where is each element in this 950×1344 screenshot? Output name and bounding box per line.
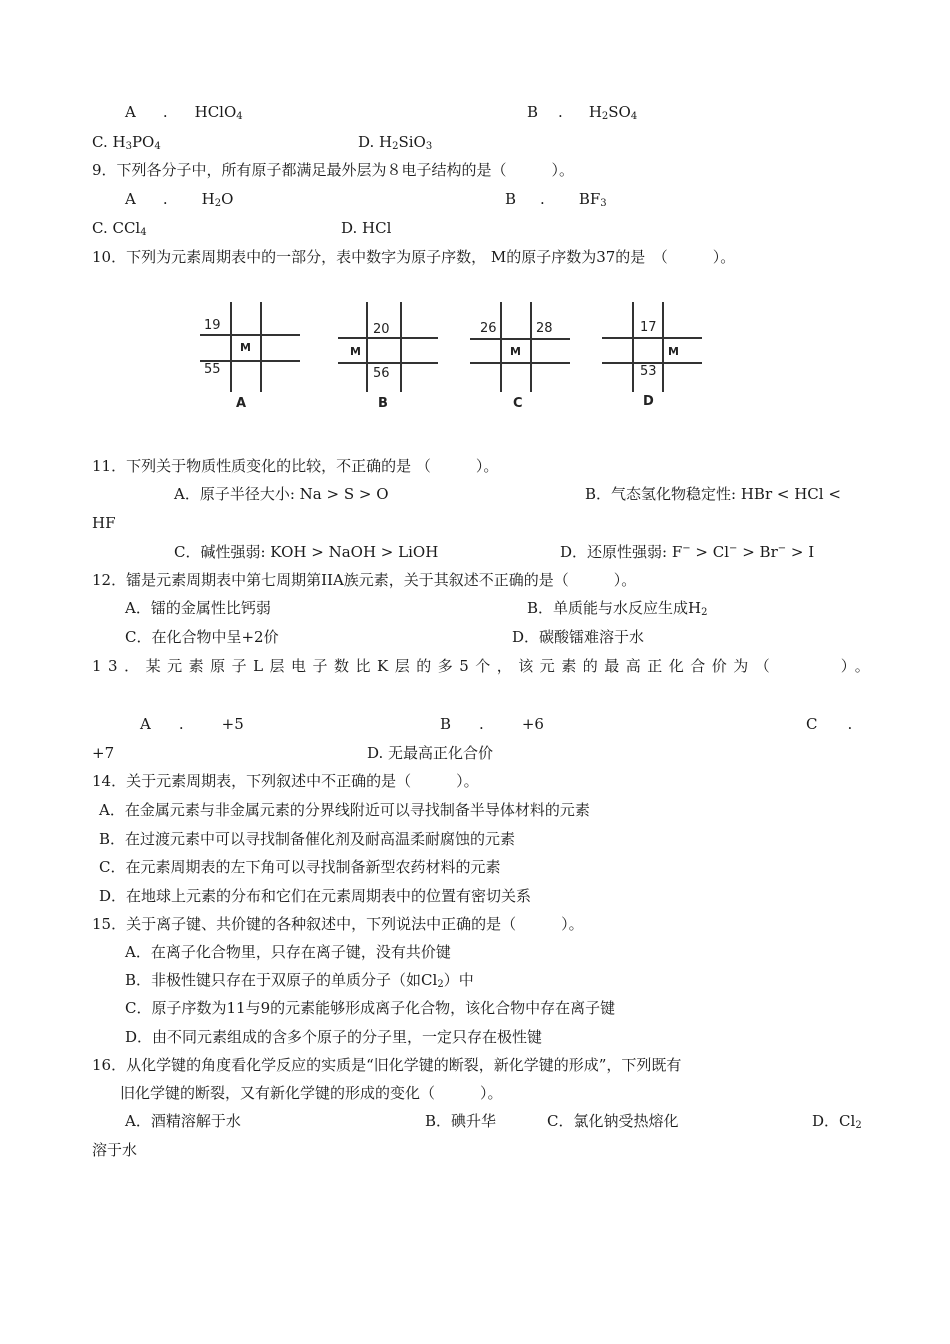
q14-option-d: D．在地球上元素的分布和它们在元素周期表中的位置有密切关系 bbox=[99, 887, 532, 905]
figure-number: 26 bbox=[480, 321, 497, 336]
q16-stem-line2: 旧化学键的断裂，又有新化学键的形成的变化（ ）。 bbox=[120, 1084, 503, 1102]
q13-option-a: A . +5 bbox=[140, 715, 244, 733]
q13-option-c-value: +7 bbox=[92, 744, 115, 762]
q16-option-b: B．碘升华 bbox=[425, 1112, 497, 1130]
q11-option-b: B．气态氢化物稳定性: HBr < HCl < bbox=[585, 485, 841, 503]
q15-option-d: D．由不同元素组成的含多个原子的分子里，一定只存在极性键 bbox=[125, 1028, 543, 1046]
q10-figure-d bbox=[602, 302, 702, 392]
q11-option-a: A．原子半径大小: Na > S > O bbox=[174, 485, 389, 503]
q8-option-b: B . $H_2SO_4$ bbox=[527, 103, 638, 122]
q13-option-b: B . +6 bbox=[440, 715, 544, 733]
q10-stem: 10．下列为元素周期表中的一部分，表中数字为原子序数， M的原子序数为37的是 （ ）。 bbox=[92, 248, 736, 266]
q9-stem: 9．下列各分子中，所有原子都满足最外层为８电子结构的是（ ）。 bbox=[92, 161, 575, 179]
q9-option-d: D. HCl bbox=[341, 219, 392, 237]
figure-number: 53 bbox=[640, 364, 657, 379]
figure-m-label: M bbox=[668, 345, 679, 358]
q15-option-a: A．在离子化合物里，只存在离子键，没有共价键 bbox=[125, 943, 451, 961]
q14-option-c: C．在元素周期表的左下角可以寻找制备新型农药材料的元素 bbox=[99, 858, 501, 876]
q11-option-b-continued: HF bbox=[92, 514, 116, 532]
q15-option-b: B．非极性键只存在于双原子的单质分子（如$Cl_2$）中 bbox=[125, 971, 474, 990]
q12-stem: 12．镭是元素周期表中第七周期第IIA族元素，关于其叙述不正确的是（ ）。 bbox=[92, 571, 637, 589]
figure-number: 28 bbox=[536, 321, 553, 336]
q11-option-c: C．碱性强弱: KOH > NaOH > LiOH bbox=[174, 543, 439, 561]
figure-number: 55 bbox=[204, 362, 221, 377]
q13-option-d: D. 无最高正化合价 bbox=[367, 744, 494, 762]
q10-figure-caption-a: A bbox=[236, 396, 247, 411]
q9-option-c: C. CCl$_4$ bbox=[92, 219, 147, 238]
figure-m-label: M bbox=[350, 345, 361, 358]
figure-m-label: M bbox=[510, 345, 521, 358]
q16-option-d-continued: 溶于水 bbox=[92, 1141, 138, 1159]
q15-stem: 15．关于离子键、共价键的各种叙述中，下列说法中正确的是（ ）。 bbox=[92, 915, 584, 933]
q9-option-b: B . $BF_3$ bbox=[505, 190, 607, 209]
figure-m-label: M bbox=[240, 341, 251, 354]
q11-stem: 11．下列关于物质性质变化的比较，不正确的是 （ ）。 bbox=[92, 457, 499, 475]
q10-figure-caption-b: B bbox=[378, 396, 388, 411]
q12-option-c: C．在化合物中呈+2价 bbox=[125, 628, 279, 646]
q12-option-b: B．单质能与水反应生成$H_2$ bbox=[527, 599, 708, 618]
q14-option-a: A．在金属元素与非金属元素的分界线附近可以寻找制备半导体材料的元素 bbox=[99, 801, 590, 819]
q10-figure-c bbox=[470, 302, 570, 392]
q8-option-a: A . HClO$_4$ bbox=[125, 103, 243, 122]
q14-option-b: B．在过渡元素中可以寻找制备催化剂及耐高温柔耐腐蚀的元素 bbox=[99, 830, 516, 848]
q16-option-d: D．$Cl_2$ bbox=[812, 1112, 862, 1131]
q9-option-a: A . $H_2O$ bbox=[125, 190, 234, 209]
figure-number: 19 bbox=[204, 318, 221, 333]
figure-number: 17 bbox=[640, 320, 657, 335]
q16-stem-line1: 16．从化学键的角度看化学反应的实质是“旧化学键的断裂，新化学键的形成”，下列既有 bbox=[92, 1056, 682, 1074]
q10-figure-caption-c: C bbox=[513, 396, 523, 411]
q16-option-c: C．氯化钠受热熔化 bbox=[547, 1112, 679, 1130]
q11-option-d: D．还原性强弱: F− > Cl− > Br− > I bbox=[560, 543, 815, 561]
q13-option-c: C . bbox=[806, 715, 853, 733]
q10-figure-caption-d: D bbox=[643, 394, 654, 409]
figure-number: 20 bbox=[373, 322, 390, 337]
q14-stem: 14．关于元素周期表，下列叙述中不正确的是（ ）。 bbox=[92, 772, 479, 790]
q8-option-c: C. $H_3PO_4$ bbox=[92, 133, 161, 152]
q13-stem: 13．某元素原子L层电子数比K层的多5个，该元素的最高正化合价为（ ）。 bbox=[92, 657, 877, 675]
q10-figure-a bbox=[200, 302, 300, 392]
q8-option-d: D. $H_2SiO_3$ bbox=[358, 133, 433, 152]
q15-option-c: C．原子序数为11与9的元素能够形成离子化合物，该化合物中存在离子键 bbox=[125, 999, 616, 1017]
figure-number: 56 bbox=[373, 366, 390, 381]
q12-option-a: A．镭的金属性比钙弱 bbox=[125, 599, 271, 617]
q12-option-d: D．碳酸镭难溶于水 bbox=[512, 628, 645, 646]
q16-option-a: A．酒精溶解于水 bbox=[125, 1112, 241, 1130]
q10-figure-b bbox=[338, 302, 438, 392]
